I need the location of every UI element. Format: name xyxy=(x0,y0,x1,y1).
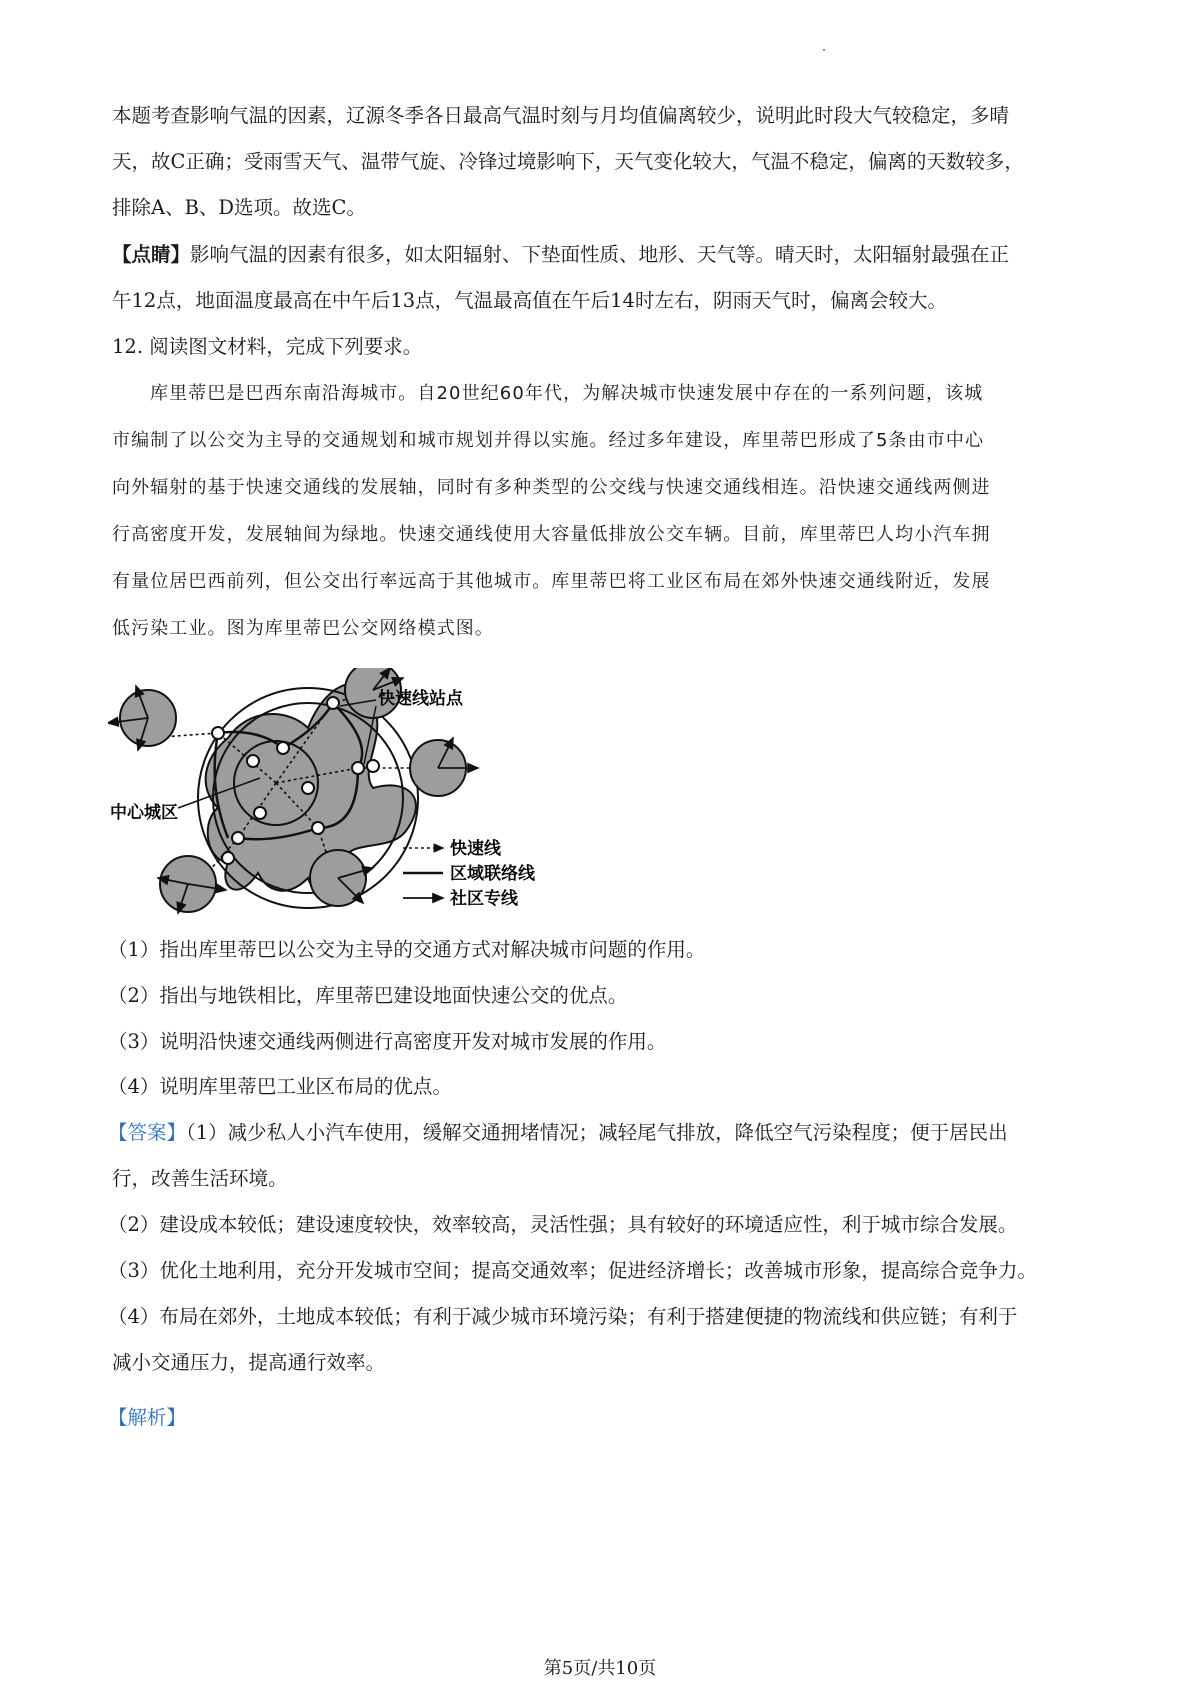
legend xyxy=(403,838,536,909)
passage-line-5: 有量位居巴西前列，但公交出行率远高于其他城市。库里蒂巴将工业区布局在郊外快速交通线附近，发展 xyxy=(112,571,991,592)
analysis-tag: 【解析】 xyxy=(108,1406,187,1429)
answer-line-1 xyxy=(108,1119,1098,1147)
answer-3: （3）优化土地利用，充分开发城市空间；提高交通效率；促进经济增长；改善城市形象，提高综合竞争力。 xyxy=(108,1259,1037,1282)
answer-tag: 【答案】 xyxy=(108,1121,187,1144)
passage-line-6: 低污染工业。图为库里蒂巴公交网络模式图。 xyxy=(112,618,494,639)
sub-question-2: （2）指出与地铁相比，库里蒂巴建设地面快速公交的优点。 xyxy=(108,984,628,1007)
explanation-line-2: 天，故C正确；受雨雪天气、温带气旋、冷锋过境影响下，天气变化较大，气温不稳定，偏离的天数较多， xyxy=(112,150,1024,173)
answer-line-2: 行，改善生活环境。 xyxy=(112,1167,288,1190)
page-footer: 第5页/共10页 xyxy=(543,1658,657,1679)
legend-community: 社区专线 xyxy=(450,889,518,909)
explanation-line-3: 排除A、B、D选项。故选C。 xyxy=(112,196,366,219)
dianjing-line-2: 午12点，地面温度最高在中午后13点，气温最高值在午后14时左右，阴雨天气时，偏离会较大。 xyxy=(112,289,947,312)
dianjing-tag: 【点睛】 xyxy=(112,243,191,266)
question-title: 12. 阅读图文材料，完成下列要求。 xyxy=(112,335,423,358)
answer-4-line-1: （4）布局在郊外，土地成本较低；有利于减少城市环境污染；有利于搭建便捷的物流线和供应链；有利于 xyxy=(108,1305,1018,1328)
page-speck xyxy=(823,49,825,51)
answer-2: （2）建设成本较低；建设速度较快，效率较高，灵活性强；具有较好的环境适应性，利于城市综合发展。 xyxy=(108,1213,1018,1236)
explanation-line-1: 本题考查影响气温的因素，辽源冬季各日最高气温时刻与月均值偏离较少，说明此时段大气较稳定，多晴 xyxy=(112,104,1010,127)
passage-line-1: 库里蒂巴是巴西东南沿海城市。自20世纪60年代，为解决城市快速发展中存在的一系列问题，该城 xyxy=(150,383,984,404)
dianjing-text-1: 影响气温的因素有很多，如太阳辐射、下垫面性质、地形、天气等。晴天时，太阳辐射最强在正 xyxy=(190,243,1010,266)
sub-question-3: （3）说明沿快速交通线两侧进行高密度开发对城市发展的作用。 xyxy=(108,1030,667,1053)
legend-express: 快速线 xyxy=(450,839,501,859)
passage-line-4: 行高密度开发，发展轴间为绿地。快速交通线使用大容量低排放公交车辆。目前，库里蒂巴人均小汽车拥 xyxy=(112,524,991,545)
center-label: 中心城区 xyxy=(110,803,178,823)
sub-question-1: （1）指出库里蒂巴以公交为主导的交通方式对解决城市问题的作用。 xyxy=(108,938,706,961)
station-label: 快速线站点 xyxy=(378,689,463,709)
sub-question-4: （4）说明库里蒂巴工业区布局的优点。 xyxy=(108,1075,452,1098)
answer-4-line-2: 减小交通压力，提高通行效率。 xyxy=(112,1351,386,1374)
passage-line-3: 向外辐射的基于快速交通线的发展轴，同时有多种类型的公交线与快速交通线相连。沿快速交通线两侧进 xyxy=(112,477,991,498)
answer-text-1: （1）减少私人小汽车使用，缓解交通拥堵情况；减轻尾气排放，降低空气污染程度；便于居民出 xyxy=(186,1121,1008,1144)
passage-line-2: 市编制了以公交为主导的交通规划和城市规划并得以实施。经过多年建设，库里蒂巴形成了5条由市中心 xyxy=(112,430,985,451)
legend-regional: 区域联络线 xyxy=(450,864,535,884)
dianjing-line-1 xyxy=(112,241,1102,269)
